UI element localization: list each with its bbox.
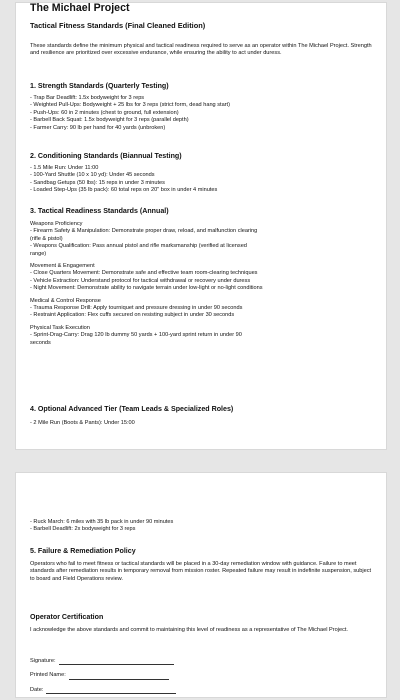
certification-paragraph: I acknowledge the above standards and commit to maintaining this level of readiness as a representative of The Michael Project. <box>30 627 348 633</box>
list-item: - Weighted Pull-Ups: Bodyweight + 25 lbs for 3 reps (strict form, dead hang start) <box>30 102 230 109</box>
list-item: range) <box>30 250 47 257</box>
printed-name-label: Printed Name: <box>30 672 66 679</box>
list-item: seconds <box>30 339 51 346</box>
document-title: The Michael Project <box>30 2 130 14</box>
date-label: Date: <box>30 686 44 693</box>
signature-block <box>30 658 376 694</box>
printed-name-rule <box>69 674 169 680</box>
group-weapons <box>30 221 376 258</box>
section-strength <box>30 82 376 132</box>
section-tactical <box>30 207 376 347</box>
list-item: - Push-Ups: 60 in 2 minutes (chest to ground, full extension) <box>30 109 179 116</box>
list-item: - 100-Yard Shuttle (10 x 10 yd): Under 45 seconds <box>30 172 155 179</box>
list-item: - Vehicle Extraction: Understand protocol for tactical withdrawal or recovery under duress <box>30 277 251 284</box>
intro-paragraph: These standards define the minimum physical and tactical readiness required to serve as an operator within The Michael Project. Strength and resilience are prioritized over excessive endurance, while ensuring the ability to act under duress. <box>30 43 372 57</box>
group-title: Movement & Engagement <box>30 263 95 270</box>
list-item: - Sprint-Drag-Carry: Drag 120 lb dummy 50 yards + 100-yard sprint return in under 90 <box>30 332 242 339</box>
document-subtitle: Tactical Fitness Standards (Final Cleaned Edition) <box>30 21 206 30</box>
section-certification <box>30 613 376 634</box>
section-advanced <box>30 405 376 427</box>
list-item: - Trap Bar Deadlift: 1.5x bodyweight for 3 reps <box>30 95 145 101</box>
section-advanced-continued <box>30 519 376 534</box>
group-title: Weapons Proficiency <box>30 221 83 227</box>
list-item: - Ruck March: 6 miles with 35 lb pack in under 90 minutes <box>30 519 174 525</box>
list-item: - Night Movement: Demonstrate ability to navigate terrain under low-light or no-light conditions <box>30 285 263 292</box>
list-item: - Farmer Carry: 90 lb per hand for 40 yards (unbroken) <box>30 124 166 131</box>
document-page-1 <box>15 2 387 450</box>
section-failure-policy <box>30 547 376 583</box>
list-item: - Loaded Step-Ups (35 lb pack): 60 total reps on 20" box in under 4 minutes <box>30 187 218 194</box>
list-item: - Close Quarters Movement: Demonstrate safe and effective team room-clearing techniques <box>30 270 258 277</box>
document-page-2 <box>15 472 387 698</box>
list-item: (rifle & pistol) <box>30 235 63 242</box>
date-line[interactable] <box>30 687 376 694</box>
printed-name-line[interactable] <box>30 672 376 679</box>
date-rule <box>46 688 176 694</box>
group-medical <box>30 298 376 320</box>
group-movement <box>30 263 376 293</box>
list-item: - 2 Mile Run (Boots & Pants): Under 15:00 <box>30 420 135 426</box>
list-item: - Barbell Back Squat: 1.5x bodyweight for 3 reps (parallel depth) <box>30 117 189 124</box>
signature-rule <box>59 659 174 665</box>
group-physical <box>30 325 376 347</box>
list-item: - Restraint Application: Flex cuffs secured on resisting subject in under 30 seconds <box>30 312 235 319</box>
section-conditioning <box>30 152 376 195</box>
section-heading: 2. Conditioning Standards (Biannual Testing) <box>30 152 182 160</box>
section-heading: 5. Failure & Remediation Policy <box>30 547 136 555</box>
group-title: Physical Task Execution <box>30 324 90 331</box>
group-title: Medical & Control Response <box>30 297 101 304</box>
signature-line[interactable] <box>30 658 376 665</box>
list-item: - Weapons Qualification: Pass annual pistol and rifle marksmanship (verified at licensed <box>30 243 247 250</box>
signature-label: Signature: <box>30 658 56 664</box>
list-item: - Barbell Deadlift: 2x bodyweight for 3 reps <box>30 526 136 533</box>
list-item: - Trauma Response Drill: Apply tourniquet and pressure dressing in under 90 seconds <box>30 305 243 312</box>
section-heading: 4. Optional Advanced Tier (Team Leads & Specialized Roles) <box>30 405 234 413</box>
section-heading: 3. Tactical Readiness Standards (Annual) <box>30 207 169 215</box>
policy-paragraph: Operators who fail to meet fitness or tactical standards will be placed in a 30-day remediation window with guidance. Failure to meet standards after remediation results in temporary removal from mission roster. Repeated failure may result in indefinite suspension, subject to board and Field Operations review. <box>30 561 372 582</box>
list-item: - Sandbag Getups (50 lbs): 15 reps in under 3 minutes <box>30 179 165 186</box>
list-item: - Firearm Safety & Manipulation: Demonstrate proper draw, reload, and malfunction clearing <box>30 228 258 235</box>
section-heading: 1. Strength Standards (Quarterly Testing) <box>30 82 169 90</box>
section-heading: Operator Certification <box>30 613 104 621</box>
list-item: - 1.5 Mile Run: Under 11:00 <box>30 165 99 171</box>
